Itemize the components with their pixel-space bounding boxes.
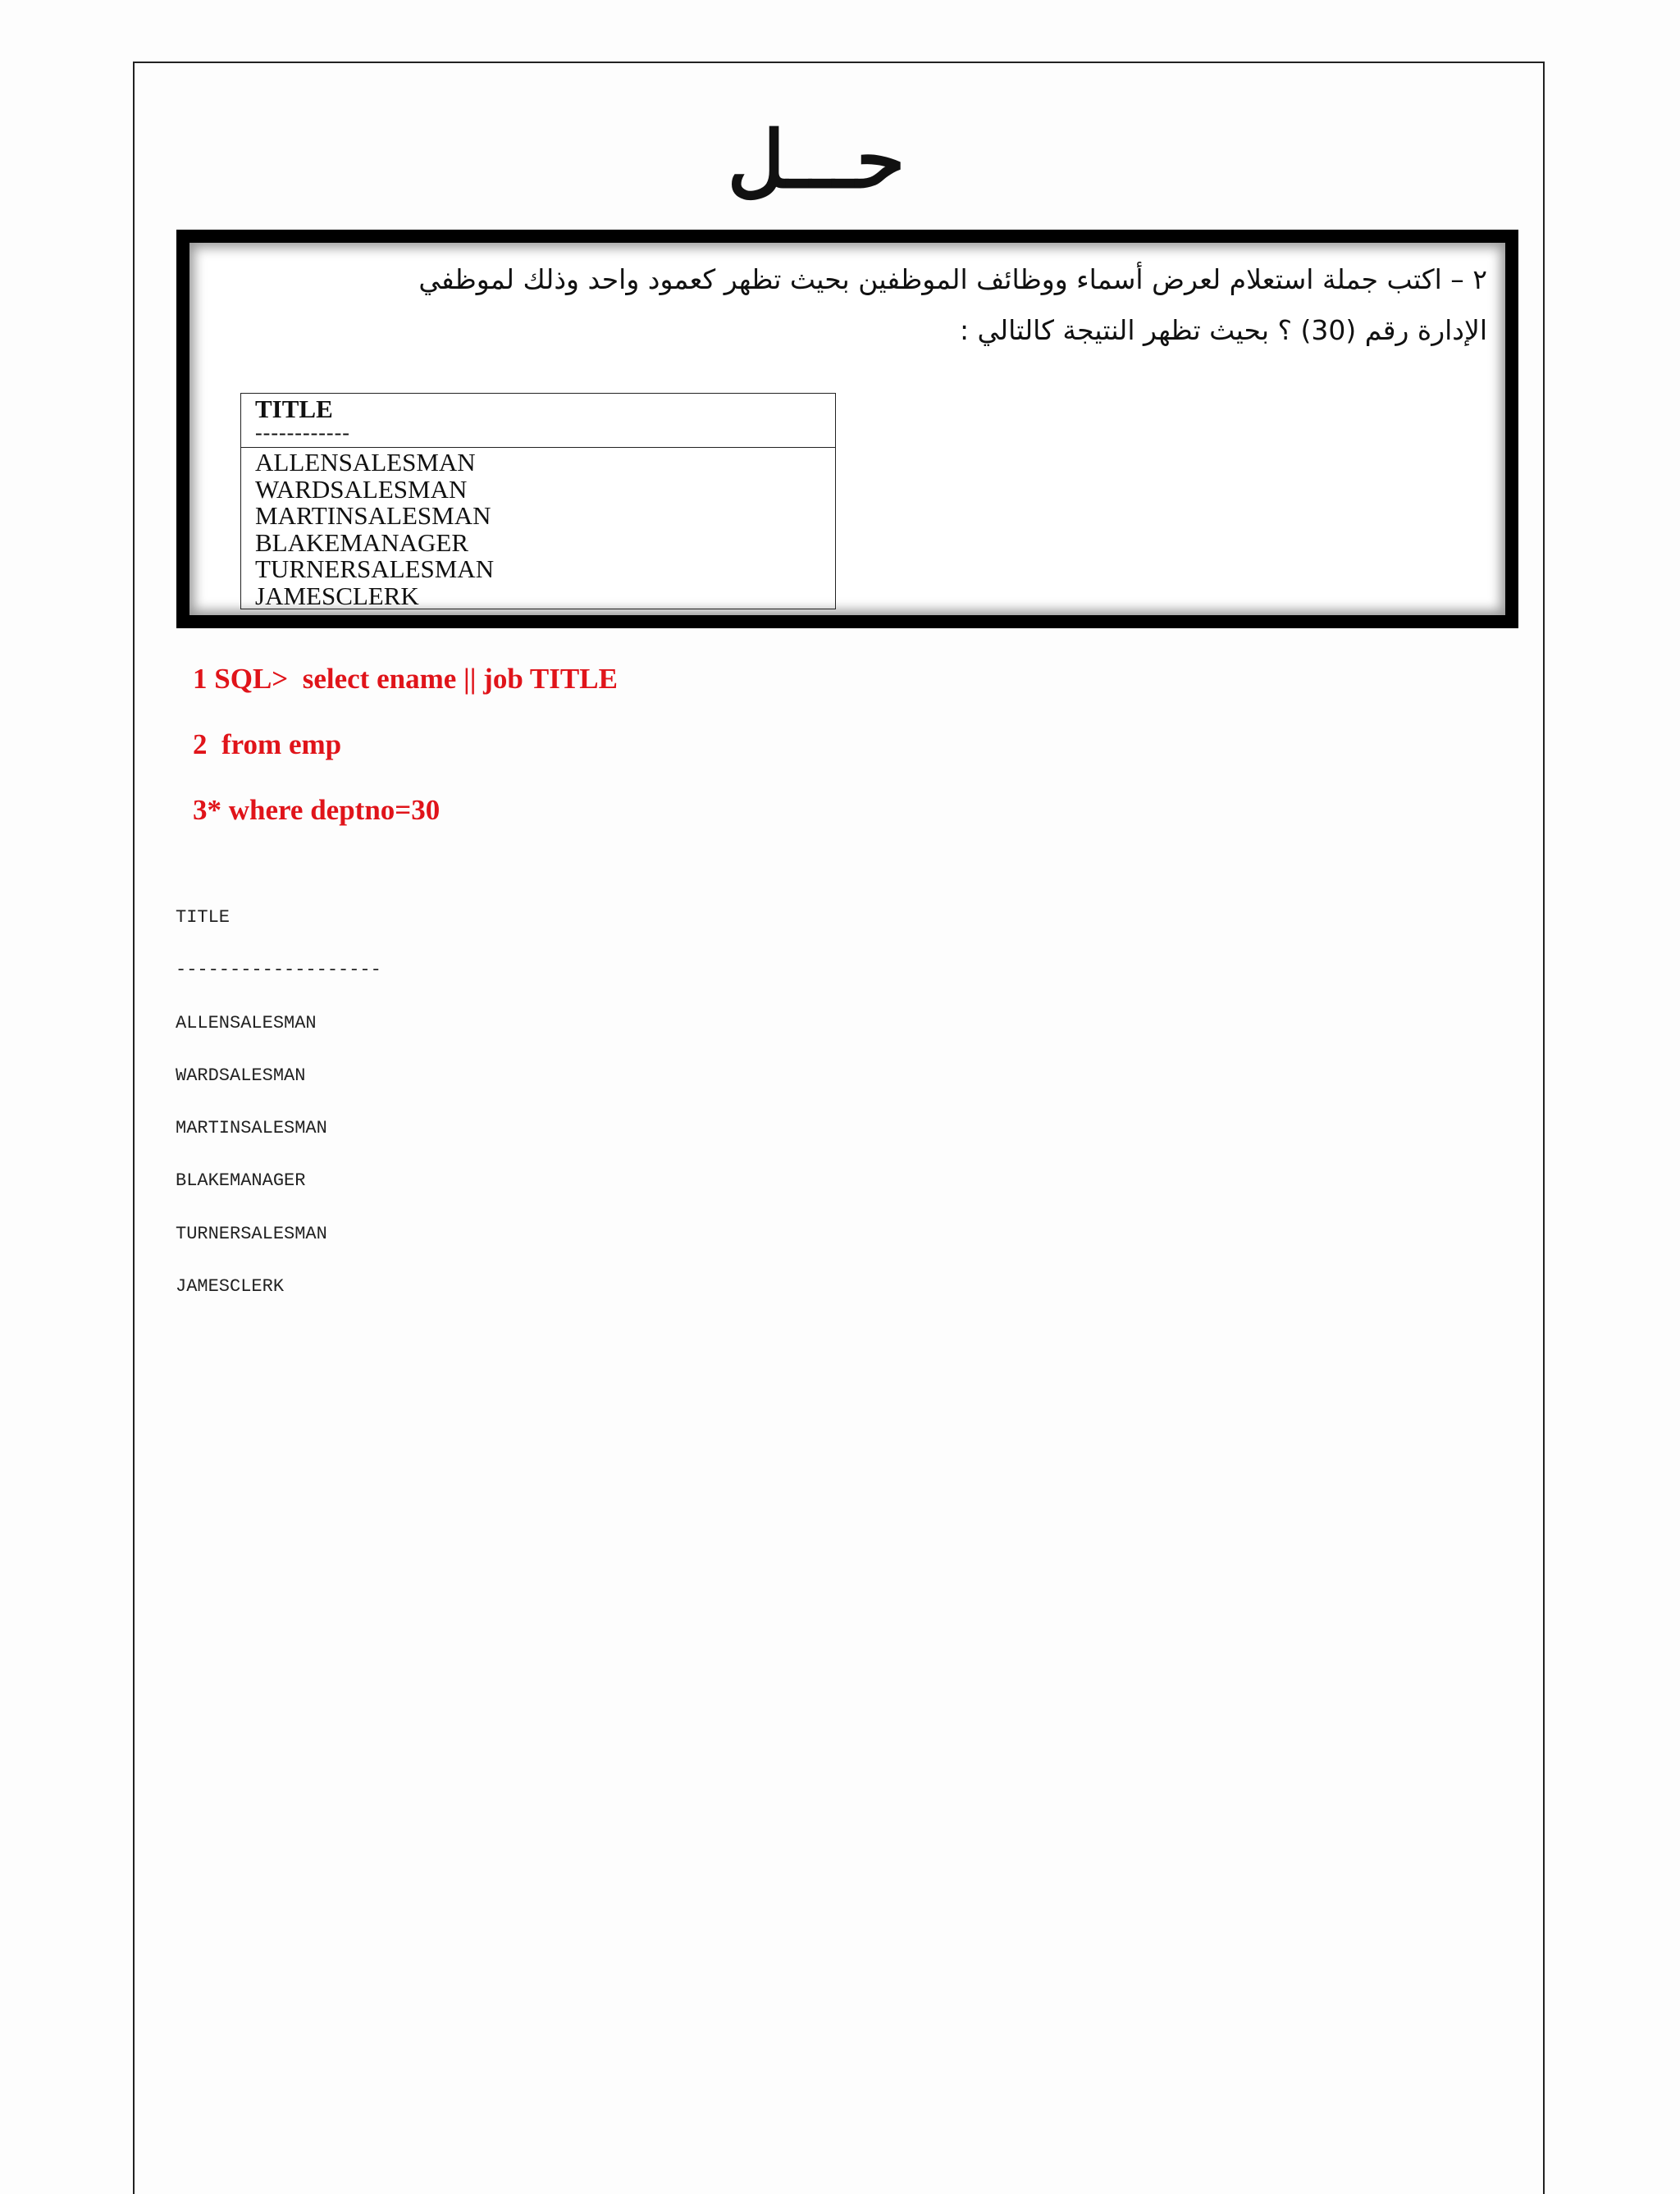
result-row: BLAKEMANAGER — [176, 1170, 306, 1192]
sample-output-table — [240, 393, 836, 609]
solution-heading — [714, 123, 919, 205]
query-result — [176, 905, 381, 1327]
question-box — [176, 230, 1518, 628]
result-row: ALLENSALESMAN — [176, 1012, 317, 1033]
sql-line-1: 1 SQL> select ename || job TITLE — [193, 663, 618, 695]
sample-table-row: BLAKEMANAGER — [255, 527, 469, 557]
result-separator: ------------------- — [176, 960, 381, 981]
sample-table-row: MARTINSALESMAN — [255, 501, 491, 530]
sql-line-2: 2 from emp — [193, 728, 342, 760]
sample-table-header — [241, 394, 835, 448]
result-row: JAMESCLERK — [176, 1276, 285, 1298]
sample-table-body — [241, 448, 835, 609]
sample-table-row: WARDSALESMAN — [255, 474, 468, 504]
question-text — [208, 254, 1487, 356]
sample-table-title: TITLE — [255, 395, 333, 423]
question-line-1: ٢ – اكتب جملة استعلام لعرض أسماء ووظائف الموظفين بحيث تظهر كعمود واحد وذلك لموظفي — [418, 263, 1487, 295]
sql-line-3: 3* where deptno=30 — [193, 794, 441, 826]
question-line-2: الإدارة رقم (30) ؟ بحيث تظهر النتيجة كالتالي : — [959, 314, 1487, 346]
result-row: TURNERSALESMAN — [176, 1223, 327, 1244]
result-row: MARTINSALESMAN — [176, 1118, 327, 1139]
sample-table-row: TURNERSALESMAN — [255, 554, 495, 583]
sample-table-row: JAMESCLERK — [255, 581, 419, 610]
result-row: WARDSALESMAN — [176, 1065, 306, 1086]
question-inner — [189, 243, 1505, 615]
sql-solution — [193, 656, 618, 853]
sample-table-separator: ------------ — [255, 421, 350, 445]
result-header: TITLE — [176, 907, 231, 928]
sample-table-row: ALLENSALESMAN — [255, 448, 476, 477]
solution-heading-text: حـــل — [727, 123, 906, 205]
